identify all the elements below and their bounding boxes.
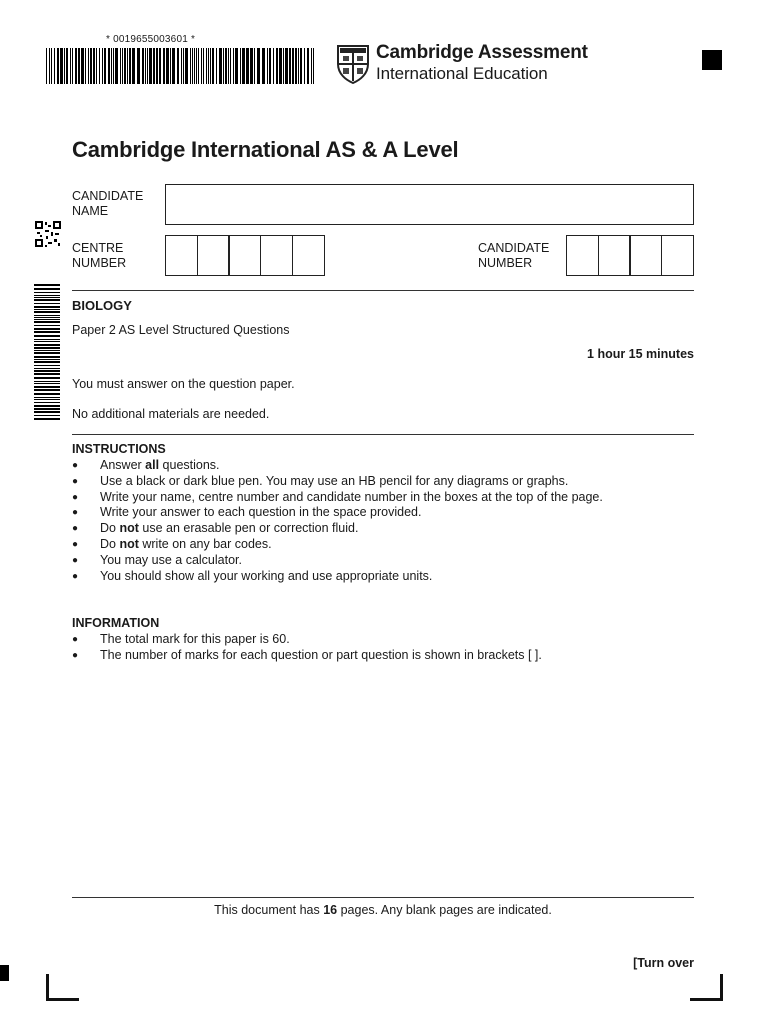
qr-code — [34, 220, 62, 248]
instructions-heading: INSTRUCTIONS — [72, 442, 166, 456]
duration: 1 hour 15 minutes — [587, 347, 694, 361]
instruction-item: ● Answer all questions. — [72, 458, 603, 474]
divider — [72, 290, 694, 291]
instructions-list — [72, 458, 603, 584]
information-item: ● The total mark for this paper is 60. — [72, 632, 542, 648]
centre-number-field[interactable] — [165, 235, 325, 276]
candidate-number-digit-box[interactable] — [566, 235, 599, 276]
centre-number-digit-box[interactable] — [292, 235, 325, 276]
centre-number-digit-box[interactable] — [228, 235, 261, 276]
instruction-item: ● Do not write on any bar codes. — [72, 537, 603, 553]
vertical-barcode — [26, 284, 66, 422]
information-list — [72, 632, 542, 664]
candidate-number-label: CANDIDATE NUMBER — [478, 241, 550, 270]
page-count-note: This document has 16 pages. Any blank pages are indicated. — [214, 903, 552, 917]
centre-number-digit-box[interactable] — [197, 235, 230, 276]
candidate-name-label: CANDIDATE NAME — [72, 189, 144, 218]
logo-subtitle: International Education — [376, 64, 548, 83]
divider — [72, 434, 694, 435]
corner-mark — [690, 974, 723, 1001]
centre-number-digit-box[interactable] — [165, 235, 198, 276]
corner-mark — [46, 974, 79, 1001]
candidate-number-digit-box[interactable] — [598, 235, 631, 276]
paper-title: Paper 2 AS Level Structured Questions — [72, 323, 290, 337]
registration-mark — [0, 965, 9, 981]
barcode — [46, 48, 318, 84]
candidate-number-digit-box[interactable] — [629, 235, 662, 276]
instruction-item: ● Write your answer to each question in the space provided. — [72, 505, 603, 521]
candidate-number-digit-box[interactable] — [661, 235, 694, 276]
instruction-item: ● Write your name, centre number and candidate number in the boxes at the top of the page. — [72, 490, 603, 506]
note-answer-on-paper: You must answer on the question paper. — [72, 377, 295, 391]
centre-number-label: CENTRE NUMBER — [72, 241, 127, 270]
divider — [72, 897, 694, 898]
subject-title: BIOLOGY — [72, 298, 132, 313]
turn-over-label: [Turn over — [633, 956, 694, 970]
instruction-item: ● You may use a calculator. — [72, 553, 603, 569]
centre-number-digit-box[interactable] — [260, 235, 293, 276]
candidate-number-field[interactable] — [566, 235, 694, 276]
information-item: ● The number of marks for each question or part question is shown in brackets [ ]. — [72, 648, 542, 664]
registration-mark — [702, 50, 722, 70]
page-title: Cambridge International AS & A Level — [72, 137, 459, 162]
candidate-name-field[interactable] — [165, 184, 694, 225]
instruction-item: ● Do not use an erasable pen or correction fluid. — [72, 521, 603, 537]
information-heading: INFORMATION — [72, 616, 160, 630]
note-no-materials: No additional materials are needed. — [72, 407, 270, 421]
instruction-item: ● Use a black or dark blue pen. You may use an HB pencil for any diagrams or graphs. — [72, 474, 603, 490]
barcode-number: * 0019655003601 * — [106, 34, 196, 45]
logo-title: Cambridge Assessment — [376, 42, 588, 63]
cambridge-shield-icon — [336, 44, 370, 84]
instruction-item: ● You should show all your working and use appropriate units. — [72, 569, 603, 585]
